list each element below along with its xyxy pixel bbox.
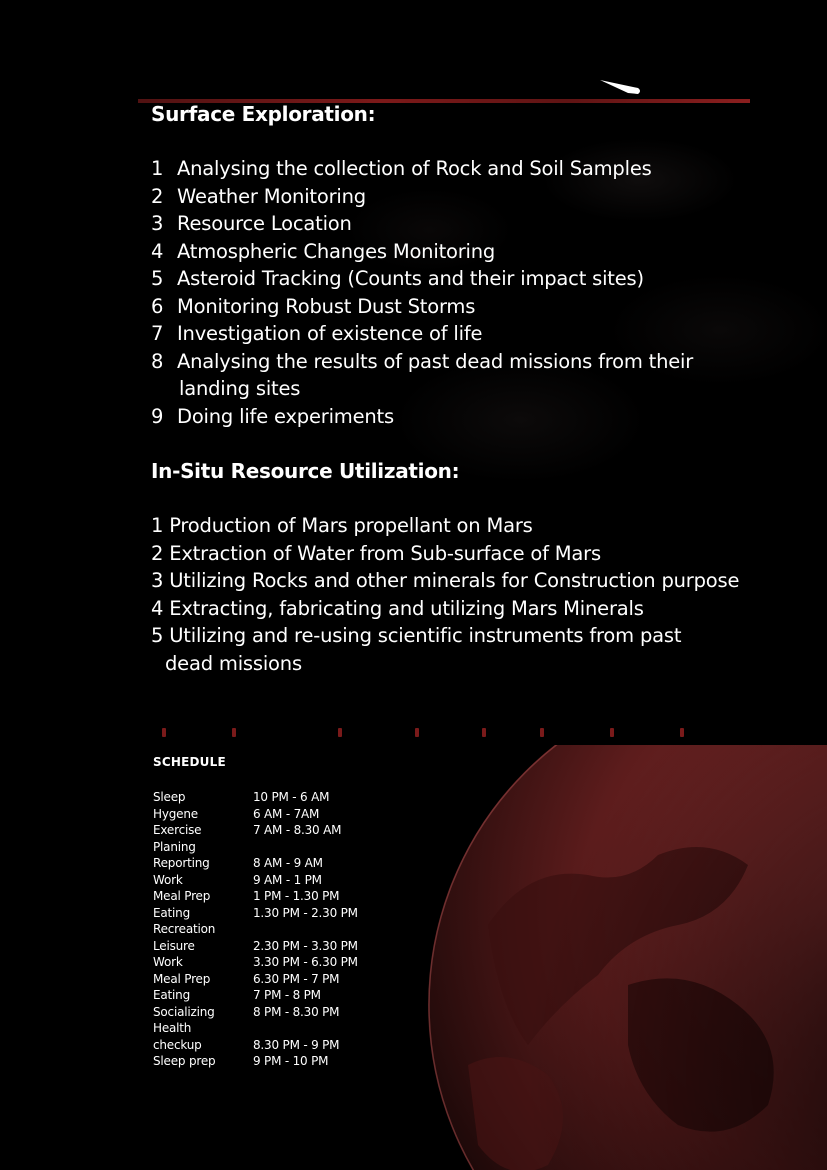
list-item: 1 Analysing the collection of Rock and Soil Samples: [151, 157, 652, 180]
isru-list: [151, 512, 739, 677]
list-item: 4 Extracting, fabricating and utilizing Mars Minerals: [151, 596, 644, 620]
list-item: 5 Utilizing and re-using scientific instruments from past: [151, 624, 682, 647]
list-item: 2 Weather Monitoring: [151, 184, 366, 208]
isru-heading: In-Situ Resource Utilization:: [151, 459, 460, 483]
divider-dot: [540, 728, 544, 737]
divider-dot: [232, 728, 236, 737]
list-item-continuation: dead missions: [165, 651, 302, 675]
surface-exploration-list: [151, 155, 693, 430]
mars-planet-image: [428, 745, 827, 1170]
list-item: 5 Asteroid Tracking (Counts and their impact sites): [151, 267, 644, 290]
divider-dot: [338, 728, 342, 737]
divider-dot: [610, 728, 614, 737]
list-item-continuation: landing sites: [179, 377, 301, 400]
schedule-title: SCHEDULE: [153, 755, 226, 769]
list-item: 3 Utilizing Rocks and other minerals for Construction purpose: [151, 569, 740, 592]
surface-exploration-heading: Surface Exploration:: [151, 102, 376, 126]
list-item: 6 Monitoring Robust Dust Storms: [151, 294, 476, 318]
divider-dot: [680, 728, 684, 737]
list-item: 2 Extraction of Water from Sub-surface of Mars: [151, 541, 601, 565]
list-item: 1 Production of Mars propellant on Mars: [151, 514, 533, 537]
list-item: 8 Analysing the results of past dead missions from their: [151, 349, 694, 373]
divider-dot: [162, 728, 166, 737]
spacecraft-silhouette-icon: [598, 78, 642, 96]
list-item: 7 Investigation of existence of life: [151, 322, 483, 345]
divider-dot: [415, 728, 419, 737]
list-item: 9 Doing life experiments: [151, 404, 394, 428]
list-item: 3 Resource Location: [151, 212, 352, 235]
red-dot-divider: [140, 728, 760, 738]
divider-dot: [482, 728, 486, 737]
list-item: 4 Atmospheric Changes Monitoring: [151, 239, 496, 263]
document-page: Surface Exploration: 1 Analysing the collection of Rock and Soil Samples 2 Weather Monitoring 3 Resource Location 4 Atmospheric Changes Monitoring 5 Asteroid Tracking (Counts and their impact sites) 6 Monitoring Robust Dust Storms 7 Investigation of existence of life 8 Analysing the results of past dead missions from their landing sites 9 Doing life experiments In-Situ Resource Utilization: 1 Production of Mars propellant on Mars 2 Extraction of Water from Sub-surface of Mars 3 Utilizing Rocks and other minerals for Construction purpose 4 Extracting, fabricating and utilizing Mars Minerals 5 Utilizing and re-using scientific instruments from past dead missions SCHEDULE Sleep 10 PM - 6 AM Hygene 6 AM - 7AM Exercise 7 AM - 8.30 AM Planing Reporting 8 AM - 9 AM Work 9 AM - 1 PM Meal Prep 1 PM - 1.30 PM Eating 1.30 PM - 2.30 PM Recreation Leisure 2.30 PM - 3.30 PM Work 3.30 PM - 6.30 PM Meal Prep 6.30 PM - 7 PM Eating 7 PM - 8 PM Socializing 8 PM - 8.30 PM Health checkup 8.30 PM - 9 PM Sleep prep 9 PM - 10 PM: [0, 0, 827, 1170]
